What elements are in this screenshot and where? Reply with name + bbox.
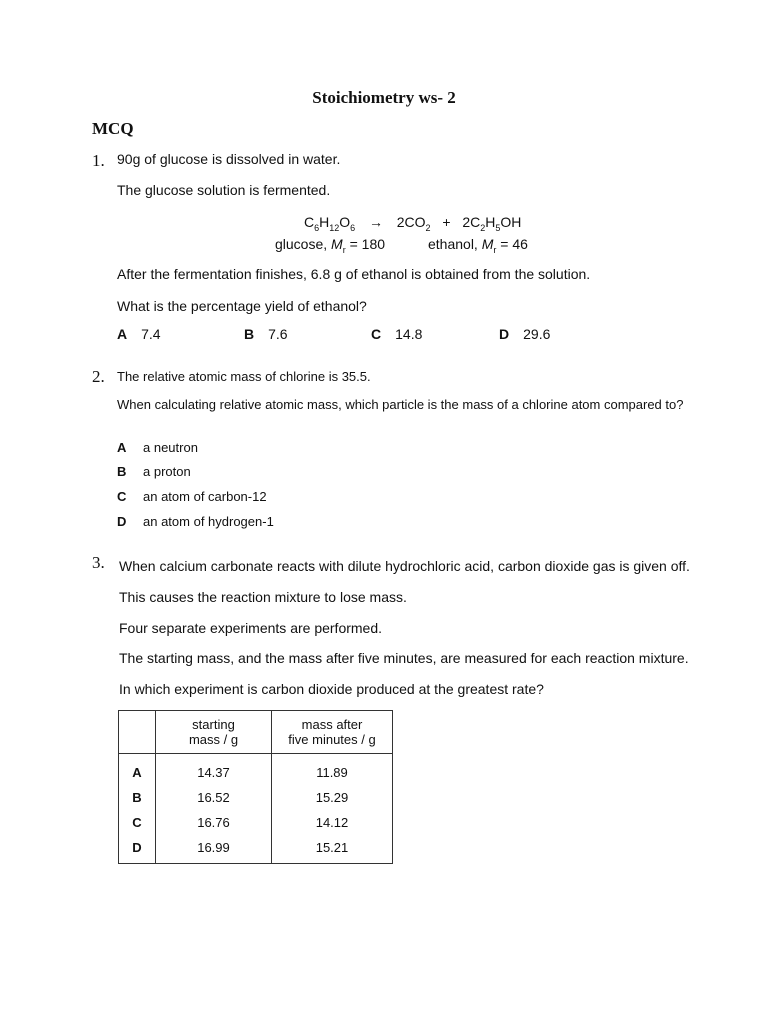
- eq-arrow: →: [368, 214, 383, 230]
- table-row: [119, 754, 393, 786]
- q1-glucose-mr: glucose, $M_r = 180$: [275, 236, 386, 255]
- row-starting-mass: 14.37: [156, 754, 272, 786]
- q3-line2: This causes the reaction mixture to lose mass.: [119, 589, 407, 605]
- section-heading: MCQ: [92, 119, 134, 138]
- q1-ethanol-mr: ethanol, $M_r = 46$: [428, 236, 528, 255]
- q3-line3: Four separate experiments are performed.: [119, 620, 383, 636]
- row-mass-after: 15.29: [272, 785, 393, 810]
- q3-line4: The starting mass, and the mass after five minutes, are measured for each reaction mixture.: [119, 650, 689, 666]
- table-header-blank: [119, 711, 156, 754]
- q3-question: In which experiment is carbon dioxide produced at the greatest rate?: [119, 681, 544, 697]
- q3-line1: When calcium carbonate reacts with dilute hydrochloric acid, carbon dioxide gas is given off.: [119, 558, 690, 574]
- q1-option-a: A 7.4: [117, 326, 161, 342]
- experiment-table: [118, 710, 393, 864]
- eq-product-co2: $2CO_2$: [396, 214, 431, 233]
- eq-product-ethanol: $2C_2H_5OH$: [462, 214, 522, 233]
- q2-line1: The relative atomic mass of chlorine is 35.5.: [117, 369, 371, 384]
- table-row: [119, 785, 393, 810]
- page-title: Stoichiometry ws- 2: [312, 88, 456, 107]
- q1-line1: 90g of glucose is dissolved in water.: [117, 151, 341, 167]
- table-row: [119, 835, 393, 864]
- q2-option-d: D an atom of hydrogen-1: [117, 514, 274, 529]
- q1-line2: The glucose solution is fermented.: [117, 182, 331, 198]
- row-starting-mass: 16.52: [156, 785, 272, 810]
- q1-option-d: D 29.6: [499, 326, 551, 342]
- q2-option-a: A a neutron: [117, 440, 198, 455]
- q1-option-c: C 14.8: [371, 326, 423, 342]
- row-mass-after: 15.21: [272, 835, 393, 864]
- question-1-number: 1.: [92, 151, 105, 170]
- row-starting-mass: 16.76: [156, 810, 272, 835]
- eq-reactant: $C_6H_{12}O_6$: [304, 214, 356, 233]
- q1-option-b: B 7.6: [244, 326, 288, 342]
- question-3-number: 3.: [92, 553, 105, 572]
- row-mass-after: 14.12: [272, 810, 393, 835]
- question-2-number: 2.: [92, 367, 105, 386]
- q2-option-b: B a proton: [117, 464, 191, 479]
- table-header-mass-after: mass after five minutes / g: [272, 711, 393, 754]
- q1-line3: After the fermentation finishes, 6.8 g of ethanol is obtained from the solution.: [117, 266, 591, 282]
- q2-question: When calculating relative atomic mass, which particle is the mass of a chlorine atom compared to?: [117, 397, 684, 412]
- q2-option-c: C an atom of carbon-12: [117, 489, 267, 504]
- row-key: A: [119, 754, 156, 786]
- q1-equation: [304, 214, 521, 233]
- eq-plus: +: [442, 214, 451, 230]
- row-mass-after: 11.89: [272, 754, 393, 786]
- table-header-starting-mass: starting mass / g: [156, 711, 272, 754]
- row-key: C: [119, 810, 156, 835]
- row-key: B: [119, 785, 156, 810]
- row-key: D: [119, 835, 156, 864]
- table-header-row: [119, 711, 393, 754]
- q1-question: What is the percentage yield of ethanol?: [117, 298, 367, 314]
- row-starting-mass: 16.99: [156, 835, 272, 864]
- table-row: [119, 810, 393, 835]
